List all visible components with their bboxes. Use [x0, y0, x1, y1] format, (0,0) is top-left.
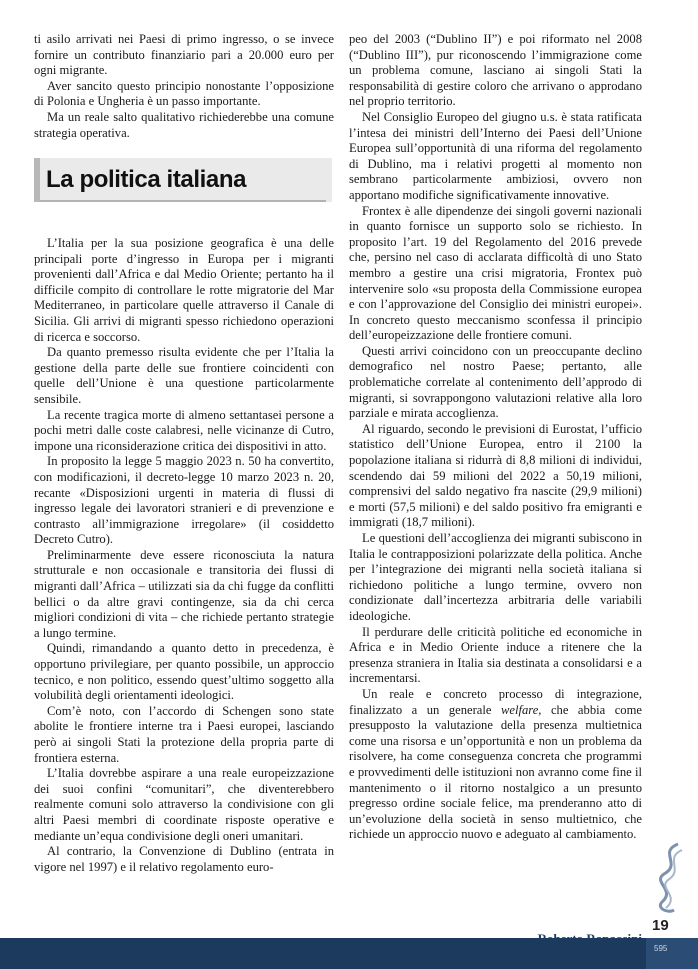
- left-column-top: [34, 32, 334, 141]
- paragraph: Preliminarmente deve essere riconosciuta la natura strutturale e non occasionale e transitoria dei flussi di migranti dall’Africa – utilizzati sia da chi fugge da conflitti bellici o da altre gravi contingenze, sia da chi cerca migliori condizioni di vita – che richiede pertanto strategie a lungo termine.: [34, 547, 334, 640]
- paragraph: Il perdurare delle criticità politiche ed economiche in Africa e in Medio Oriente induce a ritenere che la presenza straniera in Italia sia destinata a consolidarsi e a incrementarsi.: [349, 624, 642, 686]
- heading-underline: [40, 200, 326, 202]
- paragraph: Ma un reale salto qualitativo richiederebbe una comune strategia operativa.: [34, 109, 334, 140]
- footer-bar: [0, 938, 698, 969]
- paragraph-text: che abbia come presupposto la valutazione della presenza multietnica come una risorsa e un’opportunità e non un problema da risolvere, ha come conseguenza concreta che programmi e provvedimenti delle istituzioni non avranno come fine il mantenimento o il ritorno nostalgico a un presunto pregresso ordine sociale felice, ma prenderanno atto di un’evoluzione della società in senso multietnico, che richiede un approccio nuovo e adeguato al cambiamento.: [349, 702, 642, 842]
- footer-page-number: 595: [654, 944, 668, 953]
- paragraph: Aver sancito questo principio nonostante l’opposizione di Polonia e Ungheria è un passo importante.: [34, 78, 334, 109]
- paragraph: La recente tragica morte di almeno settantasei persone a pochi metri dalle coste calabresi, nelle vicinanze di Cutro, impone una riconsiderazione critica dei dispositivi in atto.: [34, 407, 334, 453]
- italic-term: welfare,: [500, 702, 542, 717]
- left-column-body: [34, 236, 334, 875]
- page-number: 19: [652, 917, 669, 934]
- paragraph: Com’è noto, con l’accordo di Schengen sono state abolite le frontiere interne tra i Paesi europei, lasciando però ai singoli Stati la protezione della propria parte di frontiera esterna.: [34, 703, 334, 765]
- section-heading: La politica italiana: [46, 166, 247, 193]
- paragraph: In proposito la legge 5 maggio 2023 n. 50 ha convertito, con modificazioni, il decreto-legge 10 marzo 2023 n. 20, recante «Disposizioni urgenti in materia di flussi di ingresso legale dei lavoratori stranieri e di prevenzione e contrasto all’immigrazione irregolare» (il cosiddetto Decreto Cutro).: [34, 454, 334, 547]
- decorative-swirl-icon: [652, 840, 686, 915]
- paragraph: Quindi, rimandando a quanto detto in precedenza, è opportuno privilegiare, per quanto possibile, un approccio tecnico, e non politico, essendo quest’ultimo soggetto alla volubilità degli orientamenti ideologici.: [34, 641, 334, 703]
- paragraph: L’Italia dovrebbe aspirare a una reale europeizzazione dei suoi confini “comunitari”, che diventerebbero realmente comuni solo attraverso la condivisione con gli altri Paesi membri di coordinate risposte operative e mediante un’equa condivisione degli oneri umanitari.: [34, 766, 334, 843]
- right-column: [349, 32, 642, 843]
- footer-accent: [646, 938, 698, 969]
- paragraph: peo del 2003 (“Dublino II”) e poi riformato nel 2008 (“Dublino III”), pur riconoscendo l’immigrazione come un problema comune, lasciano ai singoli Stati la responsabilità di gestire coloro che arrivano o approdano nel proprio territorio.: [349, 32, 642, 109]
- paragraph: Questi arrivi coincidono con un preoccupante declino demografico nel nostro Paese; pertanto, alle problematiche correlate al contenimento dell’approdo di migranti, si sovrappongono valutazioni relative alla loro parziale e mirata accoglienza.: [349, 343, 642, 421]
- paragraph-text: Un reale e concreto processo di integrazione, finalizzato a un generale: [349, 686, 642, 717]
- paragraph: [349, 687, 642, 843]
- paragraph: Nel Consiglio Europeo del giugno u.s. è stata ratificata l’intesa dei ministri dell’Interno dei Paesi dell’Unione Europea sull’opportunità di una riforma del regolamento di Dublino, ma i relativi progetti al momento non sembrano particolarmente ambiziosi, ovvero non apportano modifiche significativamente innovative.: [349, 109, 642, 202]
- paragraph: L’Italia per la sua posizione geografica è una delle principali porte d’ingresso in Europa per i migranti provenienti dall’Africa e dal Medio Oriente; pertanto ha il difficile compito di controllare le rotte migratorie del Mar Mediterraneo, in particolare quelle attraverso il Canale di Sicilia. Gli arrivi di migranti spesso richiedono operazioni di ricerca e soccorso.: [34, 236, 334, 344]
- paragraph: Al riguardo, secondo le previsioni di Eurostat, l’ufficio statistico dell’Unione Europea, entro il 2100 la popolazione italiana si ridurrà di 8,8 milioni di individui, scendendo dai 59 milioni del 2022 a 50,19 milioni, comprensivi del saldo negativo fra nascite (29,9 milioni) e morti (57,5 milioni) e del saldo positivo fra emigranti e immigrati (18,7 milioni).: [349, 421, 642, 530]
- paragraph: Frontex è alle dipendenze dei singoli governi nazionali in quanto fornisce un supporto solo se richiesto. In proposito l’art. 19 del Regolamento del 2016 prevede che, persino nel caso di acclarata difficoltà di uno Stato membro a gestire una crisi migratoria, Frontex può intervenire solo «su proposta della Commissione europea e con l’approvazione del Consiglio dei ministri europei». In concreto questo meccanismo sconfessa il principio dell’europeizzazione delle frontiere comuni.: [349, 203, 642, 343]
- paragraph: ti asilo arrivati nei Paesi di primo ingresso, o se invece fornire un contributo finanziario pari a 20.000 euro per ogni migrante.: [34, 32, 334, 78]
- paragraph: Da quanto premesso risulta evidente che per l’Italia la gestione della parte delle sue frontiere coincidenti con quelle dell’Unione è una questione particolarmente sensibile.: [34, 345, 334, 406]
- paragraph: Le questioni dell’accoglienza dei migranti subiscono in Italia le contrapposizioni polarizzate della politica. Anche per l’integrazione dei migranti nella società italiana si richiedono politiche a lungo termine, ovvero non condizionate dall’incertezza arbitraria delle variabili ideologiche.: [349, 531, 642, 623]
- paragraph: Al contrario, la Convenzione di Dublino (entrata in vigore nel 1997) e il relativo regolamento euro-: [34, 844, 334, 874]
